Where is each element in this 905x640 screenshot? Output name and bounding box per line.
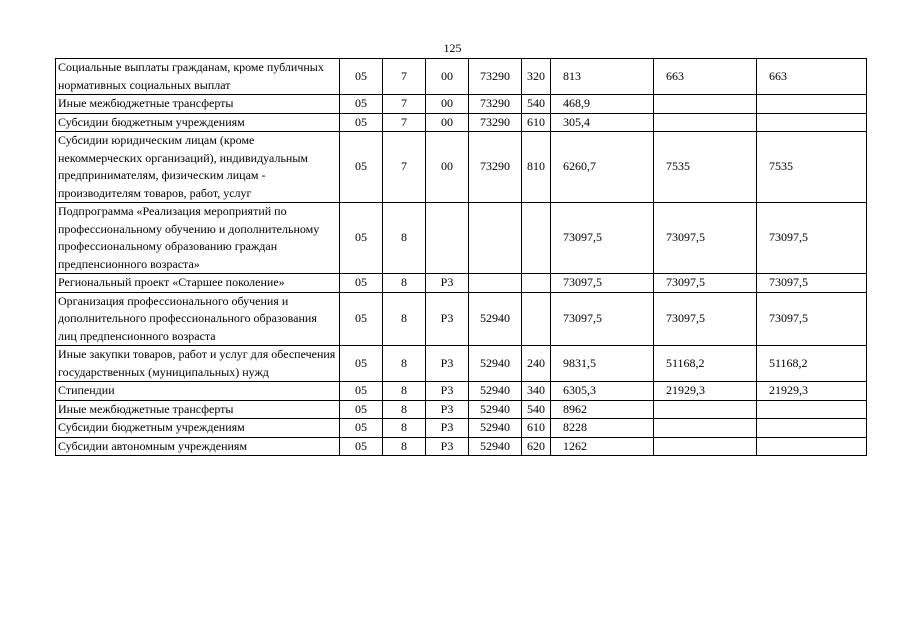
table-row [56,132,867,203]
code-section: 05 [340,203,383,274]
code-project: 00 [426,59,469,95]
code-subprogram: 7 [383,132,426,203]
row-name: Стипендии [56,382,340,401]
amount-year-3 [757,419,867,438]
code-expense-type: 540 [522,400,551,419]
amount-year-3 [757,400,867,419]
code-expense-type [522,274,551,293]
code-section: 05 [340,292,383,346]
code-expense-type: 340 [522,382,551,401]
code-project: 00 [426,95,469,114]
code-project: P3 [426,382,469,401]
amount-year-2: 7535 [654,132,757,203]
amount-year-1: 305,4 [551,113,654,132]
amount-year-1: 6260,7 [551,132,654,203]
code-project [426,203,469,274]
code-direction: 52940 [469,346,522,382]
code-direction [469,274,522,293]
page-number: 125 [443,41,462,55]
code-subprogram: 8 [383,382,426,401]
code-subprogram: 8 [383,292,426,346]
amount-year-2 [654,437,757,456]
amount-year-3: 73097,5 [757,274,867,293]
amount-year-3: 73097,5 [757,203,867,274]
row-name: Иные межбюджетные трансферты [56,95,340,114]
code-section: 05 [340,419,383,438]
table-row [56,113,867,132]
row-name: Иные межбюджетные трансферты [56,400,340,419]
code-direction: 52940 [469,292,522,346]
table-row [56,274,867,293]
amount-year-3: 663 [757,59,867,95]
amount-year-2: 73097,5 [654,292,757,346]
code-project: P3 [426,419,469,438]
row-name: Субсидии автономным учреждениям [56,437,340,456]
code-expense-type: 320 [522,59,551,95]
table-row [56,437,867,456]
amount-year-2: 73097,5 [654,203,757,274]
table-row [56,292,867,346]
code-project: P3 [426,274,469,293]
code-project: P3 [426,400,469,419]
code-subprogram: 7 [383,59,426,95]
table-row [56,59,867,95]
row-name: Региональный проект «Старшее поколение» [56,274,340,293]
budget-table [55,58,867,456]
code-subprogram: 7 [383,113,426,132]
code-subprogram: 8 [383,346,426,382]
amount-year-2: 21929,3 [654,382,757,401]
code-expense-type: 610 [522,113,551,132]
code-project: P3 [426,346,469,382]
amount-year-3 [757,95,867,114]
amount-year-1: 1262 [551,437,654,456]
row-name: Подпрограмма «Реализация мероприятий по профессиональному обучению и дополнительному профессиональному образованию граждан предпенсионного возраста» [56,203,340,274]
code-project: P3 [426,292,469,346]
code-expense-type: 240 [522,346,551,382]
amount-year-2 [654,400,757,419]
code-project: 00 [426,113,469,132]
code-expense-type [522,292,551,346]
amount-year-1: 9831,5 [551,346,654,382]
code-direction: 73290 [469,113,522,132]
code-direction: 73290 [469,95,522,114]
code-section: 05 [340,382,383,401]
amount-year-1: 73097,5 [551,292,654,346]
amount-year-1: 8962 [551,400,654,419]
amount-year-1: 8228 [551,419,654,438]
amount-year-2 [654,419,757,438]
code-expense-type: 620 [522,437,551,456]
code-project: P3 [426,437,469,456]
code-section: 05 [340,95,383,114]
amount-year-3 [757,437,867,456]
amount-year-3 [757,113,867,132]
row-name: Организация профессионального обучения и дополнительного профессионального образования лиц предпенсионного возраста [56,292,340,346]
row-name: Субсидии юридическим лицам (кроме некоммерческих организаций), индивидуальным предпринимателям, физическим лицам - производителям товаров, работ, услуг [56,132,340,203]
row-name: Субсидии бюджетным учреждениям [56,419,340,438]
code-section: 05 [340,59,383,95]
amount-year-2: 51168,2 [654,346,757,382]
table-row [56,419,867,438]
amount-year-2: 73097,5 [654,274,757,293]
amount-year-3: 7535 [757,132,867,203]
amount-year-1: 813 [551,59,654,95]
table-row [56,95,867,114]
amount-year-2 [654,95,757,114]
code-section: 05 [340,400,383,419]
code-subprogram: 8 [383,419,426,438]
code-direction: 52940 [469,400,522,419]
amount-year-1: 6305,3 [551,382,654,401]
amount-year-1: 73097,5 [551,203,654,274]
amount-year-1: 468,9 [551,95,654,114]
code-section: 05 [340,113,383,132]
code-direction: 73290 [469,59,522,95]
code-expense-type [522,203,551,274]
code-section: 05 [340,437,383,456]
amount-year-3: 73097,5 [757,292,867,346]
code-subprogram: 8 [383,274,426,293]
table-row [56,346,867,382]
code-direction: 52940 [469,437,522,456]
code-direction: 52940 [469,382,522,401]
row-name: Субсидии бюджетным учреждениям [56,113,340,132]
code-subprogram: 8 [383,437,426,456]
row-name: Иные закупки товаров, работ и услуг для обеспечения государственных (муниципальных) нужд [56,346,340,382]
code-direction: 73290 [469,132,522,203]
amount-year-3: 51168,2 [757,346,867,382]
code-subprogram: 8 [383,203,426,274]
table-row [56,382,867,401]
code-subprogram: 7 [383,95,426,114]
amount-year-1: 73097,5 [551,274,654,293]
code-direction: 52940 [469,419,522,438]
table-row [56,203,867,274]
code-expense-type: 810 [522,132,551,203]
code-subprogram: 8 [383,400,426,419]
row-name: Социальные выплаты гражданам, кроме публичных нормативных социальных выплат [56,59,340,95]
code-project: 00 [426,132,469,203]
code-section: 05 [340,132,383,203]
code-expense-type: 610 [522,419,551,438]
code-expense-type: 540 [522,95,551,114]
table-row [56,400,867,419]
code-direction [469,203,522,274]
amount-year-3: 21929,3 [757,382,867,401]
code-section: 05 [340,346,383,382]
code-section: 05 [340,274,383,293]
amount-year-2 [654,113,757,132]
amount-year-2: 663 [654,59,757,95]
